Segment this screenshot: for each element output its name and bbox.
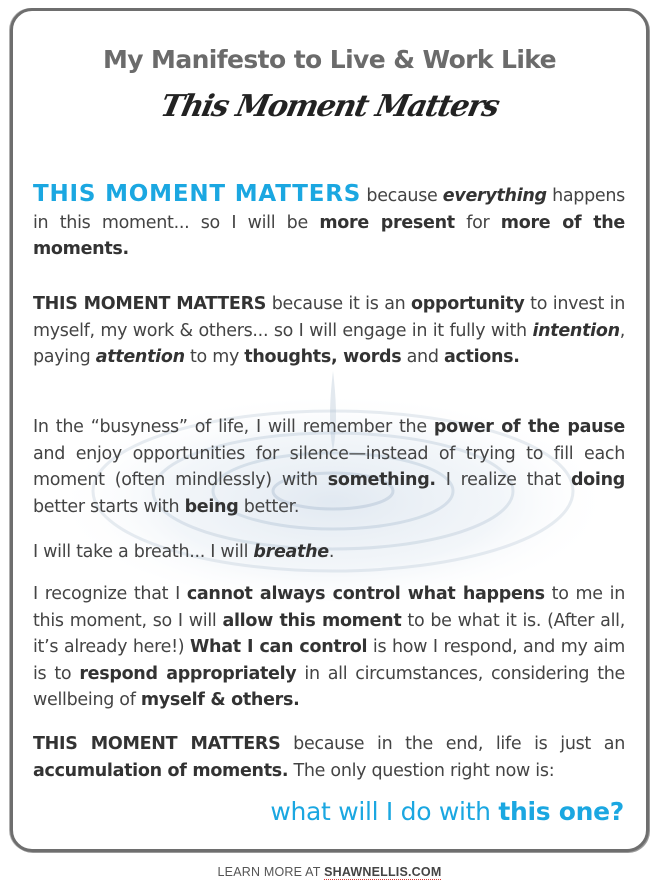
bold-phrase: this one? [498,797,624,826]
bold-phrase: myself & others. [140,690,300,710]
bold-phrase: allow this moment [222,610,402,631]
website-link[interactable]: SHAWNELLIS.COM [324,865,442,879]
emphasis: attention [95,347,185,367]
footer [0,865,659,879]
text: . [328,542,335,562]
text: to my [184,347,245,367]
emphasis: intention [532,320,620,341]
paragraph-6 [33,731,625,784]
lead-phrase: THIS MOMENT MATTERS [33,294,267,314]
bold-phrase: more of the moments. [33,212,625,259]
bold-phrase: being [184,496,239,517]
paragraph-5 [33,581,625,714]
bold-phrase: something. [327,470,436,490]
text: what will I do with [270,797,499,826]
text: I will take a breath... I will [33,542,254,562]
paragraph-1 [33,181,625,263]
footer-label: LEARN MORE AT [217,865,325,879]
text: because in the end, life is just an [280,734,625,754]
text: to me in this moment, so I will [33,584,625,631]
text: better. [238,496,300,517]
manifesto-card [10,8,649,852]
text: and enjoy opportunities for silence—instead of trying to fill each moment (often mindlessly) with [33,443,625,490]
bold-phrase: doing [570,470,625,490]
text: because [361,186,443,206]
text: better starts with [33,496,185,517]
closing-question [270,797,624,826]
text: to invest in myself, my work & others... so I will engage in it fully with [33,294,625,341]
emphasis: breathe [253,542,329,562]
lead-phrase: THIS MOMENT MATTERS [33,734,281,754]
text: In the “busyness” of life, I will remember the [33,417,434,437]
bold-phrase: thoughts, words [244,347,402,367]
text: , paying [33,320,625,367]
bold-phrase: accumulation of moments. [33,760,289,781]
bold-phrase: more present [319,212,455,233]
text: I realize that [435,470,571,490]
lead-phrase: THIS MOMENT MATTERS [33,181,362,207]
text: because it is an [266,294,412,314]
text: The only question right now is: [288,760,555,781]
bold-phrase: What I can control [190,637,368,657]
bold-phrase: power of the pause [433,417,625,437]
text: for [454,212,501,233]
text: happens in this moment... so I will be [33,186,625,233]
bold-phrase: actions. [443,347,520,367]
paragraph-3 [33,414,625,520]
paragraph-2 [33,291,625,371]
text: in all circumstances, considering the wellbeing of [33,663,626,710]
manifesto-heading: My Manifesto to Live & Work Like [102,45,557,74]
text: is how I respond, and my aim is to [33,637,625,684]
emphasis: everything [442,186,547,206]
bold-phrase: respond appropriately [79,663,297,684]
text: I recognize that I [33,584,187,604]
text: and [401,347,444,367]
bold-phrase: opportunity [411,294,525,314]
text: to be what it is. (After all, it’s already here!) [33,610,625,657]
bold-phrase: cannot always control what happens [186,584,545,604]
paragraph-4 [33,539,625,566]
script-title: This Moment Matters [157,89,502,124]
